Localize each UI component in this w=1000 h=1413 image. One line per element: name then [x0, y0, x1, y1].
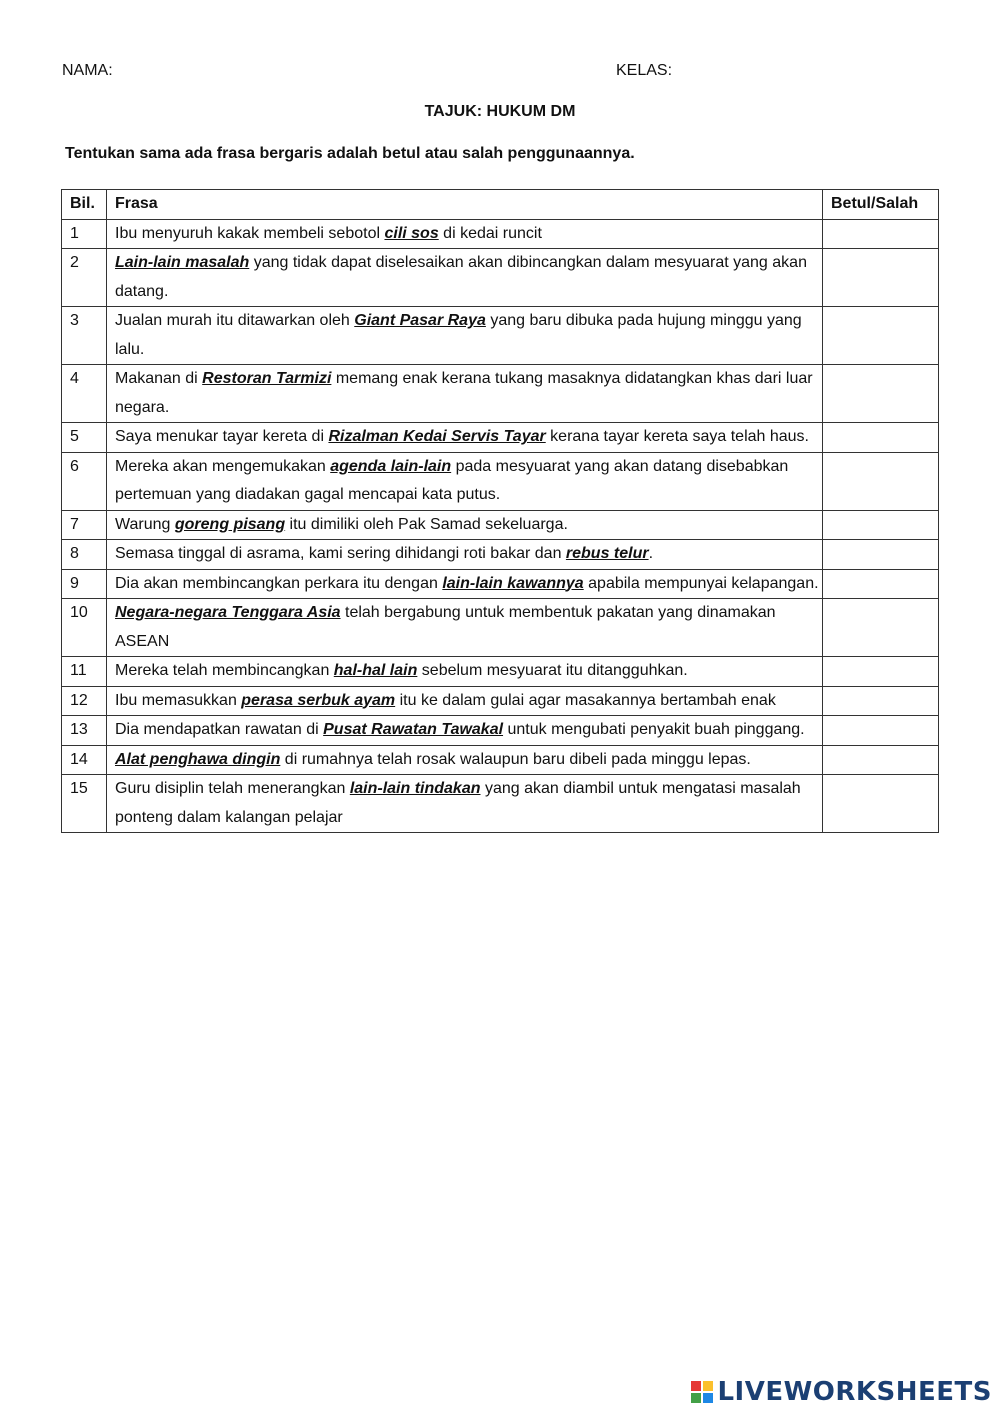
row-number: 4 — [62, 365, 107, 423]
table-row — [62, 745, 939, 775]
phrase-text-after: untuk mengubati penyakit buah pinggang. — [503, 721, 805, 738]
phrase-text-before: Jualan murah itu ditawarkan oleh — [115, 312, 355, 329]
row-number: 13 — [62, 716, 107, 746]
phrase-text-after: yang akan diambil untuk mengatasi masalah ponteng dalam kalangan pelajar — [115, 780, 801, 826]
underlined-phrase: rebus telur — [565, 545, 649, 562]
phrase-text-before: Dia akan membincangkan perkara itu dengan — [115, 574, 443, 592]
underlined-phrase: perasa serbuk ayam — [241, 691, 396, 709]
nama-label: NAMA: — [62, 62, 113, 79]
betul-salah-answer-cell[interactable] — [823, 599, 939, 657]
phrase-text-after: yang tidak dapat diselesaikan akan dibincangkan dalam mesyuarat yang akan datang. — [115, 254, 807, 300]
frasa-cell — [107, 569, 823, 599]
betul-salah-answer-cell[interactable] — [823, 745, 939, 775]
phrase-text-after: apabila mempunyai kelapangan. — [583, 574, 819, 592]
table-row — [62, 452, 939, 510]
row-number: 10 — [62, 599, 107, 657]
phrase-text-before: Ibu memasukkan — [115, 691, 242, 709]
liveworksheets-logo — [691, 1377, 992, 1407]
phrase-text-before: Mereka akan mengemukakan — [115, 457, 331, 475]
row-number: 6 — [62, 452, 107, 510]
column-header-frasa: Frasa — [107, 190, 823, 220]
table-row — [62, 423, 939, 453]
betul-salah-answer-cell[interactable] — [823, 716, 939, 746]
table-row — [62, 657, 939, 687]
table-row — [62, 540, 939, 570]
betul-salah-answer-cell[interactable] — [823, 452, 939, 510]
underlined-phrase: Giant Pasar Raya — [354, 312, 486, 329]
underlined-phrase: Alat penghawa dingin — [115, 750, 281, 768]
column-header-bil: Bil. — [62, 190, 107, 220]
phrase-text-before: Makanan di — [115, 370, 203, 387]
phrase-text-after: kerana tayar kereta saya telah haus. — [545, 428, 809, 445]
table-header-row — [62, 190, 939, 220]
worksheet-title: TAJUK: HUKUM DM — [424, 103, 576, 120]
table-row — [62, 569, 939, 599]
underlined-phrase: Rizalman Kedai Servis Tayar — [328, 428, 546, 445]
betul-salah-answer-cell[interactable] — [823, 569, 939, 599]
row-number: 12 — [62, 686, 107, 716]
frasa-cell — [107, 775, 823, 833]
table-row — [62, 716, 939, 746]
underlined-phrase: cili sos — [384, 224, 439, 242]
betul-salah-answer-cell[interactable] — [823, 365, 939, 423]
frasa-cell — [107, 423, 823, 453]
row-number: 9 — [62, 569, 107, 599]
phrase-text-before: Ibu menyuruh kakak membeli sebotol — [115, 224, 385, 242]
brand-name: LIVEWORKSHEETS — [717, 1377, 992, 1407]
betul-salah-answer-cell[interactable] — [823, 686, 939, 716]
phrase-text-after: memang enak kerana tukang masaknya didatangkan khas dari luar negara. — [115, 370, 813, 416]
column-header-betul-salah: Betul/Salah — [823, 190, 939, 220]
underlined-phrase: Pusat Rawatan Tawakal — [323, 721, 504, 738]
underlined-phrase: lain-lain kawannya — [442, 574, 584, 592]
phrase-text-before: Dia mendapatkan rawatan di — [115, 721, 324, 738]
phrase-text-before: Saya menukar tayar kereta di — [115, 428, 329, 445]
phrase-text-before: Warung — [115, 515, 175, 533]
betul-salah-answer-cell[interactable] — [823, 219, 939, 249]
row-number: 2 — [62, 249, 107, 307]
betul-salah-answer-cell[interactable] — [823, 307, 939, 365]
table-row — [62, 510, 939, 540]
phrase-text-before: Semasa tinggal di asrama, kami sering dihidangi roti bakar dan — [115, 545, 566, 562]
table-row — [62, 599, 939, 657]
betul-salah-answer-cell[interactable] — [823, 423, 939, 453]
underlined-phrase: agenda lain-lain — [330, 457, 452, 475]
underlined-phrase: Lain-lain masalah — [115, 254, 250, 271]
frasa-cell — [107, 510, 823, 540]
phrase-text-after: di kedai runcit — [438, 224, 542, 242]
row-number: 3 — [62, 307, 107, 365]
row-number: 8 — [62, 540, 107, 570]
underlined-phrase: goreng pisang — [174, 515, 286, 533]
table-row — [62, 219, 939, 249]
exercise-table — [61, 189, 939, 833]
row-number: 7 — [62, 510, 107, 540]
frasa-cell — [107, 219, 823, 249]
frasa-cell — [107, 686, 823, 716]
underlined-phrase: lain-lain tindakan — [349, 780, 481, 797]
underlined-phrase: Restoran Tarmizi — [202, 370, 332, 387]
betul-salah-answer-cell[interactable] — [823, 657, 939, 687]
frasa-cell — [107, 307, 823, 365]
betul-salah-answer-cell[interactable] — [823, 249, 939, 307]
phrase-text-after: pada mesyuarat yang akan datang disebabkan pertemuan yang diadakan gagal mencapai kata putus. — [115, 457, 789, 503]
frasa-cell — [107, 657, 823, 687]
betul-salah-answer-cell[interactable] — [823, 540, 939, 570]
phrase-text-after: sebelum mesyuarat itu ditangguhkan. — [417, 662, 688, 679]
kelas-label: KELAS: — [616, 62, 673, 79]
row-number: 5 — [62, 423, 107, 453]
betul-salah-answer-cell[interactable] — [823, 510, 939, 540]
frasa-cell — [107, 540, 823, 570]
phrase-text-after: itu dimiliki oleh Pak Samad sekeluarga. — [285, 515, 568, 533]
underlined-phrase: Negara-negara Tenggara Asia — [115, 604, 341, 621]
row-number: 14 — [62, 745, 107, 775]
liveworksheets-logo-icon — [691, 1381, 713, 1403]
underlined-phrase: hal-hal lain — [333, 662, 418, 679]
table-row — [62, 365, 939, 423]
table-row — [62, 775, 939, 833]
frasa-cell — [107, 452, 823, 510]
phrase-text-before: Mereka telah membincangkan — [115, 662, 334, 679]
frasa-cell — [107, 716, 823, 746]
phrase-text-after: . — [648, 545, 654, 562]
table-row — [62, 686, 939, 716]
instruction-text: Tentukan sama ada frasa bergaris adalah betul atau salah penggunaannya. — [65, 145, 635, 162]
frasa-cell — [107, 599, 823, 657]
row-number: 11 — [62, 657, 107, 687]
frasa-cell — [107, 365, 823, 423]
row-number: 1 — [62, 219, 107, 249]
frasa-cell — [107, 745, 823, 775]
phrase-text-after: yang baru dibuka pada hujung minggu yang lalu. — [115, 312, 802, 358]
phrase-text-after: telah bergabung untuk membentuk pakatan yang dinamakan ASEAN — [115, 604, 776, 650]
row-number: 15 — [62, 775, 107, 833]
table-row — [62, 249, 939, 307]
phrase-text-after: di rumahnya telah rosak walaupun baru dibeli pada minggu lepas. — [280, 750, 751, 768]
phrase-text-before: Guru disiplin telah menerangkan — [115, 780, 350, 797]
frasa-cell — [107, 249, 823, 307]
betul-salah-answer-cell[interactable] — [823, 775, 939, 833]
phrase-text-after: itu ke dalam gulai agar masakannya bertambah enak — [395, 691, 776, 709]
table-row — [62, 307, 939, 365]
